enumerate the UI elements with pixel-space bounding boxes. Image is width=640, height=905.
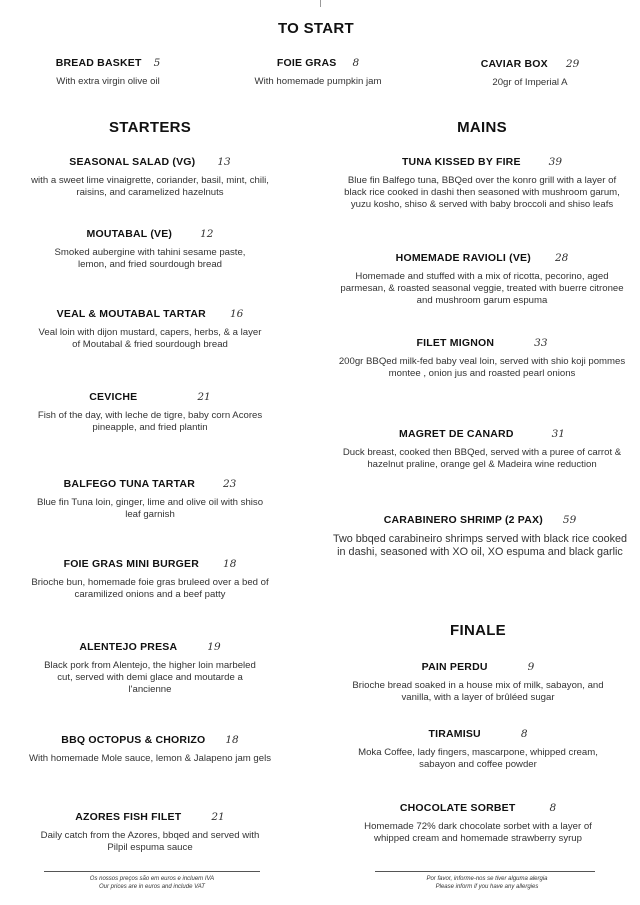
menu-item-price: 39 (548, 156, 563, 168)
menu-item-name: BBQ OCTOPUS & CHORIZO (61, 734, 206, 746)
menu-item (330, 514, 630, 559)
menu-item-price: 21 (197, 391, 211, 403)
menu-item-name: BREAD BASKET (55, 57, 142, 69)
menu-item (25, 734, 275, 765)
menu-item-title-row (348, 802, 608, 814)
menu-item-price: 5 (153, 57, 161, 69)
menu-item-title-row (450, 58, 610, 70)
menu-item-title-row (40, 641, 260, 653)
menu-item-title-row (337, 337, 627, 349)
menu-item-title-row (337, 428, 627, 440)
menu-item-title-row (337, 252, 627, 264)
section-title-mains: MAINS (457, 119, 507, 136)
menu-item-price: 19 (207, 641, 221, 653)
menu-item (48, 57, 168, 88)
menu-item-price: 23 (222, 478, 237, 490)
menu-item (238, 57, 398, 88)
menu-item (30, 156, 270, 199)
menu-item-description: Blue fin Tuna loin, ginger, lime and olive oil with shiso leaf garnish (36, 497, 264, 520)
menu-item-title-row (30, 391, 270, 403)
menu-item-title-row (30, 558, 270, 570)
menu-item (30, 811, 270, 854)
footer-note-prices (42, 875, 262, 891)
footer-line: Our prices are in euros and include VAT (99, 884, 205, 890)
footer-line: Os nossos preços são em euros e incluem IVA (89, 876, 215, 882)
menu-item-name: CHOCOLATE SORBET (399, 802, 516, 814)
menu-item-description: Two bbqed carabineiro shrimps served with black rice cooked in dashi, seasoned with XO oil, XO espuma and black garlic (332, 533, 628, 558)
menu-item-description: Daily catch from the Azores, bbqed and served with Pilpil espuma sauce (40, 830, 260, 853)
menu-item-description: Moka Coffee, lady fingers, mascarpone, whipped cream, sabayon and coffee powder (358, 747, 598, 770)
menu-item-description: Veal loin with dijon mustard, capers, herbs, & a layer of Moutabal & fried sourdough bread (38, 327, 262, 350)
menu-item-title-row (353, 728, 603, 740)
menu-item-name: FOIE GRAS (276, 57, 337, 69)
menu-item-description: 200gr BBQed milk-fed baby veal loin, served with shio koji pommes montee , onion jus and roasted pearl onions (338, 356, 626, 379)
menu-item-name: CARABINERO SHRIMP (2 PAX) (383, 514, 543, 526)
menu-item-price: 13 (217, 156, 231, 168)
menu-item-price: 29 (565, 58, 580, 70)
menu-item-price: 12 (200, 228, 214, 240)
menu-item-description: Duck breast, cooked then BBQed, served with a puree of carrot & hazelnut praline, orange gel & Madeira wine reduction (342, 447, 622, 470)
menu-item-name: BALFEGO TUNA TARTAR (63, 478, 195, 490)
menu-item-description: With homemade Mole sauce, lemon & Jalapeno jam gels (28, 753, 272, 764)
menu-item-price: 59 (562, 514, 577, 526)
menu-item-title-row (238, 57, 398, 69)
menu-item-name: TUNA KISSED BY FIRE (401, 156, 521, 168)
menu-item-name: FILET MIGNON (416, 337, 495, 349)
menu-item (40, 641, 260, 696)
menu-item-price: 8 (352, 57, 360, 69)
menu-item-title-row (30, 156, 270, 168)
menu-item-description: with a sweet lime vinaigrette, coriander, basil, mint, chili, raisins, and caramelized hazelnuts (31, 175, 269, 198)
menu-item (450, 58, 610, 89)
menu-item-name: VEAL & MOUTABAL TARTAR (56, 308, 206, 320)
menu-item-title-row (45, 228, 255, 240)
menu-item-price: 21 (211, 811, 225, 823)
menu-item-description: Blue fin Balfego tuna, BBQed over the konro grill with a layer of black rice cooked in dashi then seasoned with mushroom garum, yuzu kosho, shiso & served with baby broccoli and shiso leafs (344, 175, 620, 210)
menu-item-price: 33 (534, 337, 548, 349)
menu-item-description: Black pork from Alentejo, the higher loin marbeled cut, served with demi glace and moutarde a l'ancienne (44, 660, 256, 695)
menu-item (337, 252, 627, 307)
menu-item-price: 28 (554, 252, 569, 264)
footer-line: Por favor, informe-nos se tiver alguma alergia (426, 876, 548, 882)
footer-line: Please inform if you have any allergies (435, 884, 539, 890)
footer-note-allergies (377, 875, 597, 891)
menu-item-price: 9 (527, 661, 535, 673)
menu-item-name: FOIE GRAS MINI BURGER (63, 558, 200, 570)
menu-item-description: With extra virgin olive oil (56, 76, 160, 87)
menu-item-description: Homemade 72% dark chocolate sorbet with a layer of whipped cream and homemade strawberry syrup (364, 821, 592, 844)
menu-item-title-row (330, 514, 630, 526)
menu-item-description: Fish of the day, with leche de tigre, baby corn Acores pineapple, and fried plantin (37, 410, 263, 433)
menu-item-name: MAGRET DE CANARD (399, 428, 514, 440)
menu-item-price: 8 (520, 728, 528, 740)
menu-item (353, 728, 603, 771)
menu-item (348, 802, 608, 845)
menu-item-description: Homemade and stuffed with a mix of ricotta, pecorino, aged parmesan, & roasted seasonal veggie, treated with buerre citronee and mushroom garum espuma (340, 271, 624, 306)
menu-item (35, 478, 265, 521)
menu-item-name: HOMEMADE RAVIOLI (VE) (395, 252, 531, 264)
footer-divider-left (44, 871, 260, 872)
menu-item (337, 156, 627, 211)
menu-item (45, 228, 255, 271)
section-title-finale: FINALE (450, 622, 506, 639)
menu-item-price: 31 (551, 428, 565, 440)
menu-item-price: 8 (549, 802, 557, 814)
section-title-starters: STARTERS (108, 119, 192, 136)
menu-item-name: MOUTABAL (VE) (86, 228, 173, 240)
section-title-to-start: TO START (277, 20, 355, 37)
menu-item-name: ALENTEJO PRESA (79, 641, 178, 653)
menu-item (348, 661, 608, 704)
menu-item-description: Brioche bread soaked in a house mix of milk, sabayon, and vanilla, with a layer of brûléed sugar (352, 680, 604, 703)
menu-item-title-row (337, 156, 627, 168)
menu-item-name: AZORES FISH FILET (75, 811, 182, 823)
menu-item-title-row (25, 734, 275, 746)
menu-item-description: With homemade pumpkin jam (254, 76, 382, 87)
menu-item-title-row (35, 478, 265, 490)
menu-item-price: 18 (223, 558, 237, 570)
menu-item (35, 308, 265, 351)
footer-divider-right (375, 871, 595, 872)
menu-item-name: CAVIAR BOX (480, 58, 548, 70)
top-divider (320, 0, 321, 7)
menu-item-price: 18 (225, 734, 239, 746)
menu-item-title-row (48, 57, 168, 69)
menu-item-name: SEASONAL SALAD (VG) (69, 156, 196, 168)
menu-item-description: Brioche bun, homemade foie gras bruleed over a bed of caramilized onions and a beef patty (31, 577, 269, 600)
menu-item (30, 391, 270, 434)
menu-item-name: CEVICHE (89, 391, 138, 403)
menu-item (30, 558, 270, 601)
menu-item-description: Smoked aubergine with tahini sesame paste, lemon, and fried sourdough bread (54, 247, 246, 270)
menu-item-name: PAIN PERDU (421, 661, 488, 673)
menu-item-title-row (30, 811, 270, 823)
menu-item (337, 337, 627, 380)
menu-item-description: 20gr of Imperial A (492, 77, 568, 88)
menu-item-price: 16 (229, 308, 244, 320)
menu-item-title-row (35, 308, 265, 320)
menu-item (337, 428, 627, 471)
menu-item-title-row (348, 661, 608, 673)
menu-item-name: TIRAMISU (428, 728, 481, 740)
